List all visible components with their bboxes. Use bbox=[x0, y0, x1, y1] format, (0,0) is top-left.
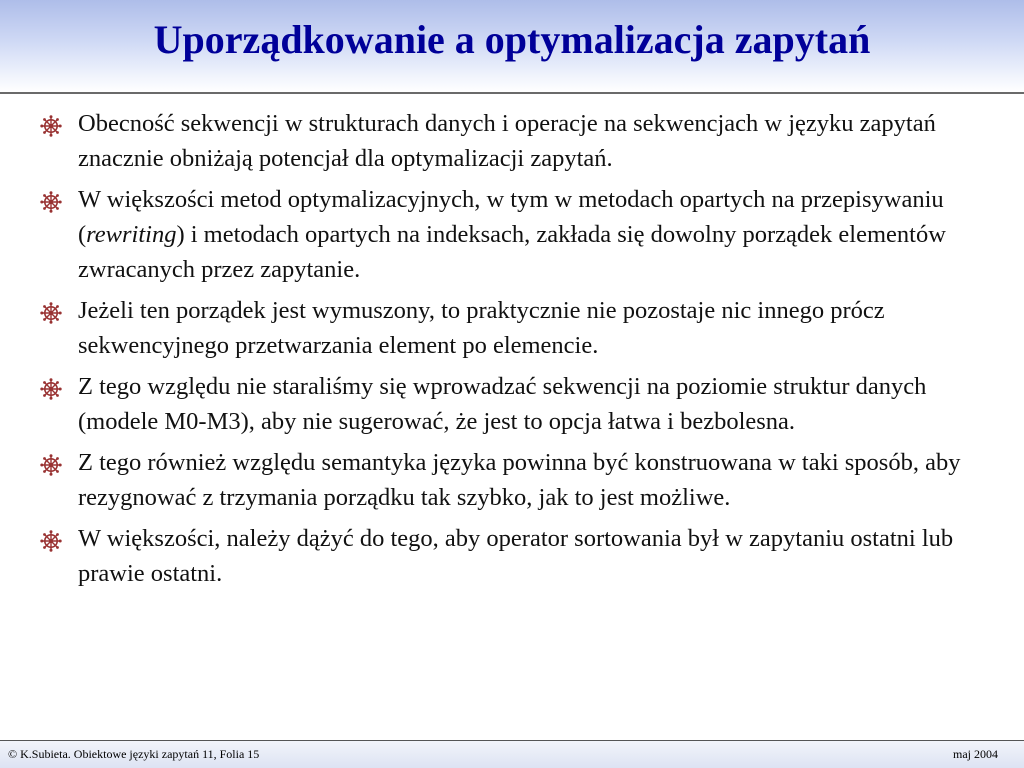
bullet-item bbox=[40, 106, 1005, 176]
bullet-text: Z tego również względu semantyka języka powinna być konstruowana w taki sposób, aby rezygnować z trzymania porządku tak szybko, jak to jest możliwe. bbox=[78, 449, 961, 511]
bullet-text: W większości, należy dążyć do tego, aby operator sortowania był w zapytaniu ostatni lub prawie ostatni. bbox=[78, 525, 954, 587]
bullet-text: Obecność sekwencji w strukturach danych i operacje na sekwencjach w języku zapytań znacznie obniżają potencjał dla optymalizacji zapytań. bbox=[78, 110, 936, 172]
bullet-item bbox=[40, 369, 1005, 439]
bullet-text bbox=[78, 186, 946, 283]
footer-copyright: © K.Subieta. Obiektowe języki zapytań 11, Folia 15 bbox=[8, 747, 260, 761]
dharma-wheel-icon bbox=[40, 302, 62, 324]
dharma-wheel-icon bbox=[40, 191, 62, 213]
dharma-wheel-icon bbox=[40, 378, 62, 400]
bullet-text-part: ) i metodach opartych na indeksach, zakłada się dowolny porządek elementów zwracanych przez zapytanie. bbox=[78, 221, 946, 283]
bullet-item bbox=[40, 182, 1005, 287]
dharma-wheel-icon bbox=[40, 530, 62, 552]
slide-title: Uporządkowanie a optymalizacja zapytań bbox=[153, 17, 871, 62]
title-bar bbox=[0, 0, 1024, 92]
title-divider bbox=[0, 92, 1024, 94]
footer bbox=[0, 741, 1024, 768]
bullet-text: Z tego względu nie staraliśmy się wprowadzać sekwencji na poziomie struktur danych (modele M0-M3), aby nie sugerować, że jest to opcja łatwa i bezbolesna. bbox=[78, 373, 927, 435]
bullet-item bbox=[40, 293, 1005, 363]
dharma-wheel-icon bbox=[40, 115, 62, 137]
footer-date: maj 2004 bbox=[953, 747, 998, 761]
bullet-item bbox=[40, 445, 1005, 515]
bullet-list bbox=[40, 106, 1005, 597]
bullet-text-italic: rewriting bbox=[86, 221, 177, 248]
bullet-item bbox=[40, 521, 1005, 591]
bullet-text-part: W większości metod optymalizacyjnych, w tym w metodach opartych na przepisywaniu ( bbox=[78, 186, 944, 248]
bullet-text: Jeżeli ten porządek jest wymuszony, to praktycznie nie pozostaje nic innego prócz sekwencyjnego przetwarzania element po elemencie. bbox=[78, 297, 885, 359]
dharma-wheel-icon bbox=[40, 454, 62, 476]
